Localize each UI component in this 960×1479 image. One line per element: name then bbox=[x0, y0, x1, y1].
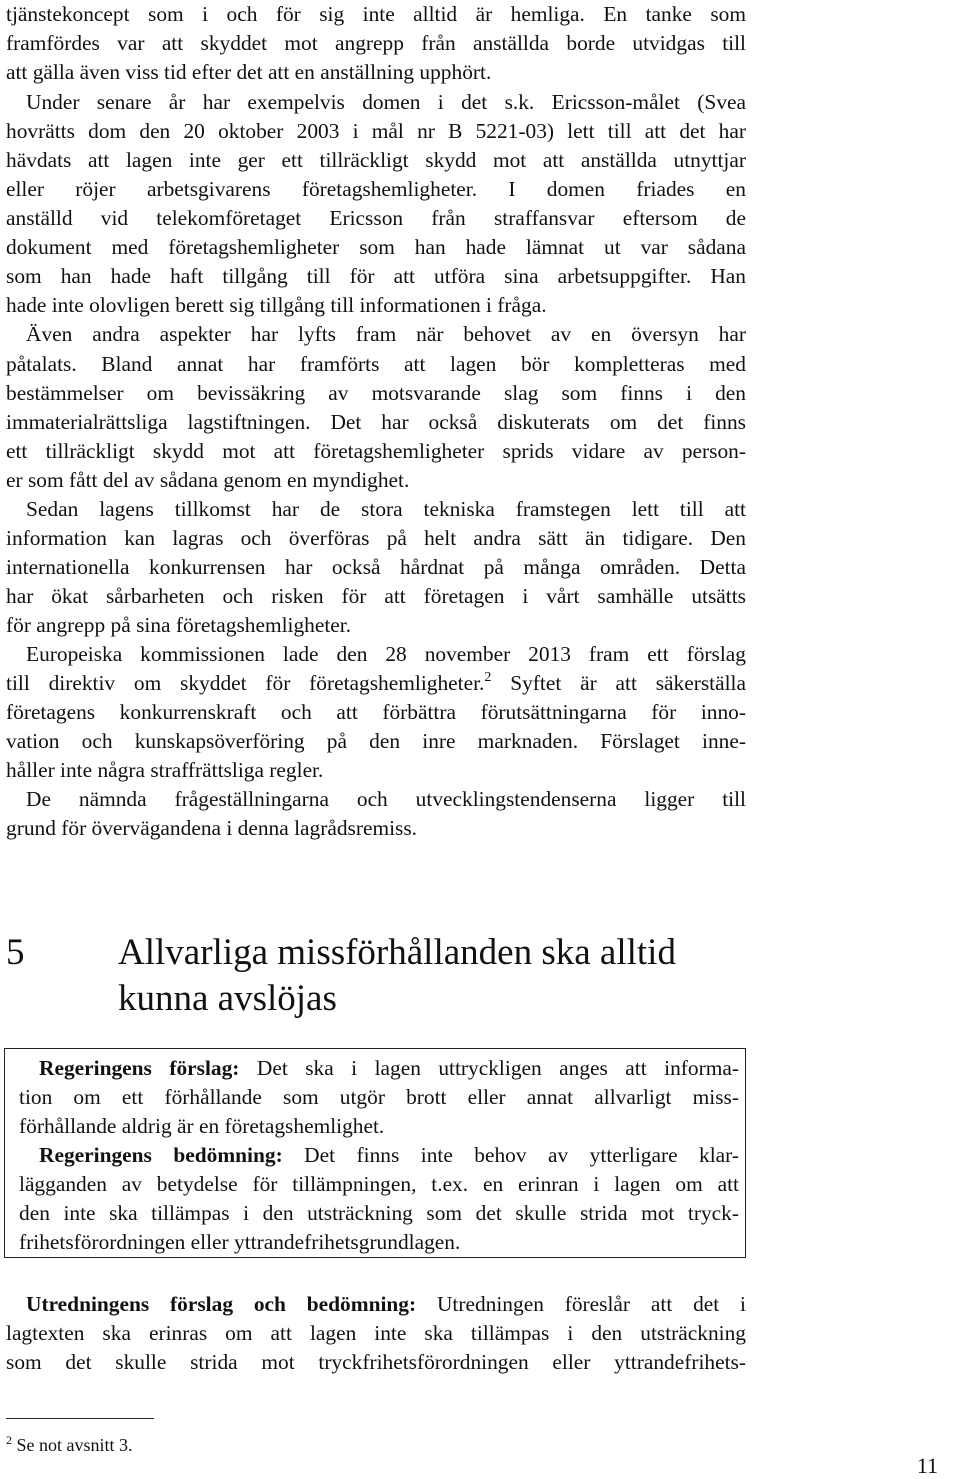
body-text-line: Även andra aspekter har lyfts fram när behovet av en översyn har bbox=[26, 322, 746, 346]
body-text-line: företagens konkurrenskraft och att förbättra förutsättningarna för inno- bbox=[6, 700, 746, 724]
body-text-line: för angrepp på sina företagshemligheter. bbox=[6, 613, 352, 637]
box-text-line: den inte ska tillämpas i den utsträckning som det skulle strida mot tryck- bbox=[19, 1201, 739, 1225]
footnote bbox=[6, 1428, 133, 1457]
box-text-segment: Det ska i lagen uttryckligen anges att informa- bbox=[256, 1056, 739, 1080]
forslag-label: Regeringens förslag: bbox=[39, 1056, 240, 1080]
section-title-line: Allvarliga missförhållanden ska alltid bbox=[118, 932, 676, 973]
body-text-line: er som fått del av sådana genom en myndighet. bbox=[6, 468, 410, 492]
section-number: 5 bbox=[6, 932, 25, 973]
body-text-line: grund för övervägandena i denna lagrådsremiss. bbox=[6, 816, 418, 840]
body-text-line: som det skulle strida mot tryckfrihetsförordningen eller yttrandefrihets- bbox=[6, 1350, 746, 1374]
body-text-line: dokument med företagshemligheter som han hade lämnat ut var sådana bbox=[6, 235, 746, 259]
body-text-segment: Syftet är att säkerställa bbox=[510, 671, 746, 695]
section-title bbox=[118, 930, 758, 1022]
body-text-line: framfördes var att skyddet mot angrepp från anställda borde utvidgas till bbox=[6, 31, 746, 55]
section-title-line: kunna avslöjas bbox=[118, 978, 337, 1019]
body-text-line: lagtexten ska erinras om att lagen inte ska tillämpas i den utsträckning bbox=[6, 1321, 746, 1345]
box-text-segment: Det finns inte behov av ytterligare klar- bbox=[304, 1143, 739, 1167]
body-text-line: vation och kunskapsöverföring på den inre marknaden. Förslaget inne- bbox=[6, 729, 746, 753]
body-text-line: ett tillräckligt skydd mot att företagshemligheter sprids vidare av person- bbox=[6, 439, 746, 463]
body-text-line: håller inte några straffrättsliga regler. bbox=[6, 758, 324, 782]
box-text-line bbox=[39, 1141, 739, 1170]
body-text-line: hävdats att lagen inte ger ett tillräckligt skydd mot att anställda utnyttjar bbox=[6, 148, 746, 172]
body-text-line: bestämmelser om bevissäkring av motsvarande slag som finns i den bbox=[6, 381, 746, 405]
body-text-line: anställd vid telekomföretaget Ericsson från straffansvar eftersom de bbox=[6, 206, 746, 230]
body-text-line: Sedan lagens tillkomst har de stora tekniska framstegen lett till att bbox=[26, 497, 746, 521]
bedomning-label: Regeringens bedömning: bbox=[39, 1143, 283, 1167]
box-text-line: lägganden av betydelse för tillämpningen, t.ex. en erinran i lagen om att bbox=[19, 1172, 739, 1196]
body-text-line: tjänstekoncept som i och för sig inte alltid är hemliga. En tanke som bbox=[6, 2, 746, 26]
body-text-line: immaterialrättsliga lagstiftningen. Det har också diskuterats om det finns bbox=[6, 410, 746, 434]
utredningen-label: Utredningens förslag och bedömning: bbox=[26, 1292, 417, 1316]
body-text-line: internationella konkurrensen har också hårdnat på många områden. Detta bbox=[6, 555, 746, 579]
box-text-line: frihetsförordningen eller yttrandefrihetsgrundlagen. bbox=[19, 1230, 461, 1254]
body-text-line: påtalats. Bland annat har framförts att lagen bör kompletteras med bbox=[6, 352, 746, 376]
footnote-marker: 2 bbox=[6, 1433, 12, 1447]
body-text-segment: till direktiv om skyddet för företagshemligheter. bbox=[6, 671, 485, 695]
body-text-line: hovrätts dom den 20 oktober 2003 i mål nr B 5221-03) lett till att det har bbox=[6, 119, 746, 143]
body-text-line-with-footnote bbox=[6, 669, 746, 698]
box-text-line: förhållande aldrig är en företagshemlighet. bbox=[19, 1114, 385, 1138]
box-text-line bbox=[39, 1054, 739, 1083]
footnote-reference[interactable]: 2 bbox=[484, 670, 492, 685]
body-text-segment: Utredningen föreslår att det i bbox=[436, 1292, 746, 1316]
footnote-text: Se not avsnitt 3. bbox=[16, 1435, 133, 1455]
body-text-line: hade inte olovligen berett sig tillgång till informationen i fråga. bbox=[6, 293, 547, 317]
body-text-line: har ökat sårbarheten och risken för att företagen i vårt samhälle utsätts bbox=[6, 584, 746, 608]
page-number: 11 bbox=[916, 1453, 938, 1478]
box-text-line: tion om ett förhållande som utgör brott eller annat allvarligt miss- bbox=[19, 1085, 739, 1109]
footnote-separator bbox=[6, 1418, 154, 1419]
body-text-line: som han hade haft tillgång till för att utföra sina arbetsuppgifter. Han bbox=[6, 264, 746, 288]
body-text-line: information kan lagras och överföras på helt andra sätt än tidigare. Den bbox=[6, 526, 746, 550]
body-text-line: Europeiska kommissionen lade den 28 november 2013 fram ett förslag bbox=[26, 642, 746, 666]
body-text-line: att gälla även viss tid efter det att en anställning upphört. bbox=[6, 60, 492, 84]
proposal-box bbox=[4, 1048, 746, 1258]
body-text-line: eller röjer arbetsgivarens företagshemligheter. I domen friades en bbox=[6, 177, 746, 201]
body-text-line: De nämnda frågeställningarna och utvecklingstendenserna ligger till bbox=[26, 787, 746, 811]
body-text-line bbox=[26, 1290, 746, 1319]
body-text-line: Under senare år har exempelvis domen i det s.k. Ericsson-målet (Svea bbox=[26, 90, 746, 114]
